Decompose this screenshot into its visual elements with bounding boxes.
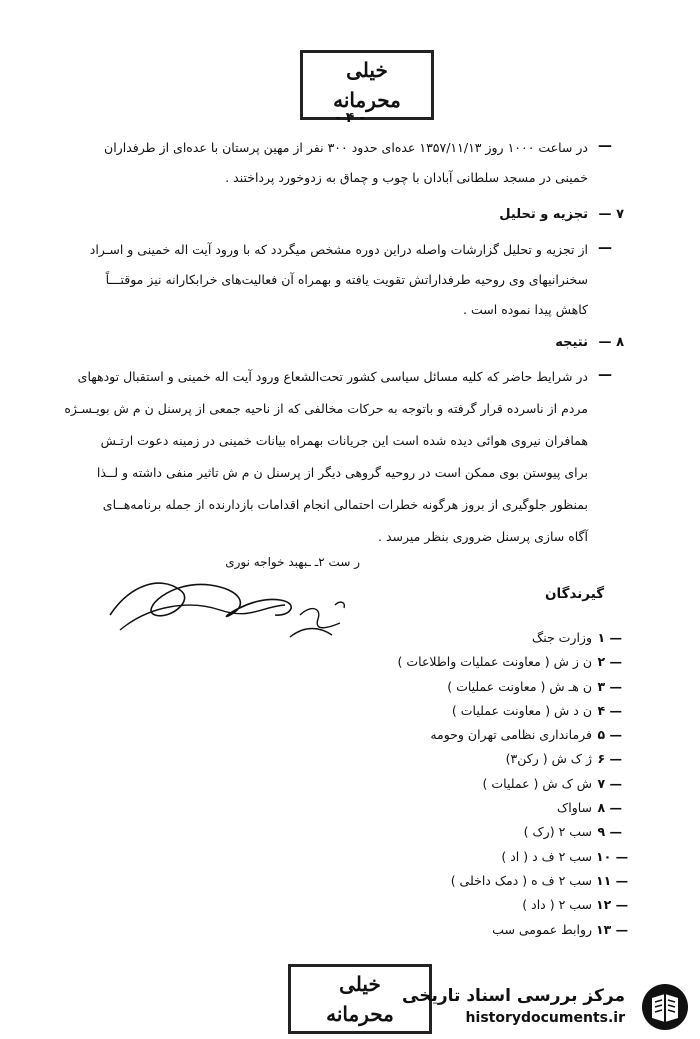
bullet-dash: — bbox=[598, 138, 612, 154]
list-item: ۹ — سب ۲ (رک ) bbox=[523, 824, 622, 840]
watermark bbox=[402, 980, 700, 1036]
section-title: تجزیه و تحلیل bbox=[499, 207, 588, 222]
paragraph-line: سخنرانیهای وی روحیه طرفداراتش تقویت یافته و بهمراه آن فعالیت‌های خرابکارانه نیز موقتـــاً bbox=[105, 272, 588, 287]
list-item: ۶ — ژ ک ش ( رکن۳) bbox=[505, 751, 622, 767]
list-item: ۵ — فرمانداری نظامی تهران وحومه bbox=[430, 727, 622, 743]
section-number: ۷ — bbox=[598, 207, 624, 222]
paragraph-line: بمنظور جلوگیری از بروز هرگونه خطرات احتمالی انجام اقدامات بازدارنده از جمله برنامه‌هــای bbox=[102, 497, 588, 512]
section-number: ۸ — bbox=[598, 335, 624, 350]
list-item: ۱۳ — روابط عمومی سب bbox=[492, 921, 629, 937]
watermark-url: historydocuments.ir bbox=[465, 1010, 625, 1026]
classification-stamp-top: خیلی محرمانه bbox=[300, 50, 434, 120]
paragraph-line: آگاه سازی پرسنل ضروری بنظر میرسد . bbox=[378, 529, 588, 544]
bullet-dash: — bbox=[598, 367, 612, 383]
list-item: ۷ — ش ک ش ( عملیات ) bbox=[482, 775, 622, 791]
paragraph-line: در شرایط حاضر که کلیه مسائل سیاسی کشور تحت‌الشعاع ورود آیت اله خمینی و استقبال تودههای bbox=[77, 369, 588, 384]
list-item: ۴ — ن د ش ( معاونت عملیات ) bbox=[451, 702, 622, 718]
list-item: ۱۱ — سب ۲ ف ه ( دمک داخلی ) bbox=[450, 872, 629, 888]
archive-logo-icon bbox=[640, 982, 690, 1032]
signatory-name: ر ست ۲ـ ـبهبد خواجه نوری bbox=[225, 555, 360, 569]
paragraph-line: از تجزیه و تحلیل گزارشات واصله دراین دوره مشخص میگردد که با ورود آیت اله خمینی و اسـراد bbox=[89, 242, 588, 257]
list-item: ۳ — ن هـ ش ( معاونت عملیات ) bbox=[447, 678, 622, 694]
page-number: - ۴ - bbox=[335, 110, 365, 126]
list-item: ۱۰ — سب ۲ ف د ( اد ) bbox=[501, 848, 629, 864]
list-item: ۲ — ن ز ش ( معاونت عملیات واطلاعات ) bbox=[397, 654, 622, 670]
classification-stamp-bottom: خیلی محرمانه bbox=[288, 964, 432, 1034]
watermark-org-name: مرکز بررسی اسناد تاریخی bbox=[402, 986, 625, 1006]
recipient-list bbox=[322, 626, 629, 942]
paragraph-line: خمینی در مسجد سلطانی آبادان با چوب و چماق به زدوخورد پرداختند . bbox=[225, 170, 588, 185]
bullet-dash: — bbox=[598, 240, 612, 256]
list-item: ۱۲ — سب ۲ ( داد ) bbox=[522, 897, 629, 913]
list-item: ۱ — وزارت جنگ bbox=[532, 630, 622, 645]
paragraph-line: در ساعت ۱۰۰۰ روز ۱۳۵۷/۱۱/۱۳ عده‌ای حدود ۳۰۰ نفر از مهین پرستان با عده‌ای از طرفداران bbox=[104, 140, 588, 155]
recipients-title: گیرندگان bbox=[545, 586, 605, 602]
paragraph-line: همافران نیروی هوائی دیده شده است این جریانات بهمراه بیانات خمینی در زمینه دعوت ارتـش bbox=[100, 433, 588, 448]
section-title: نتیجه bbox=[555, 335, 588, 350]
paragraph-line: برای پیوستن بوی ممکن است در روحیه گروهی دیگر از پرسنل ن م ش تاثیر منفی داشته و لــذا bbox=[96, 465, 588, 480]
paragraph-line: مردم از ناسرده قرار گرفته و باتوجه به حرکات مخالفی که از ناحیه جمعی از پرسنل ن م ش بویـسـژه bbox=[64, 401, 588, 416]
paragraph-line: کاهش پیدا نموده است . bbox=[463, 302, 588, 317]
list-item: ۸ — ساواک bbox=[557, 800, 622, 816]
